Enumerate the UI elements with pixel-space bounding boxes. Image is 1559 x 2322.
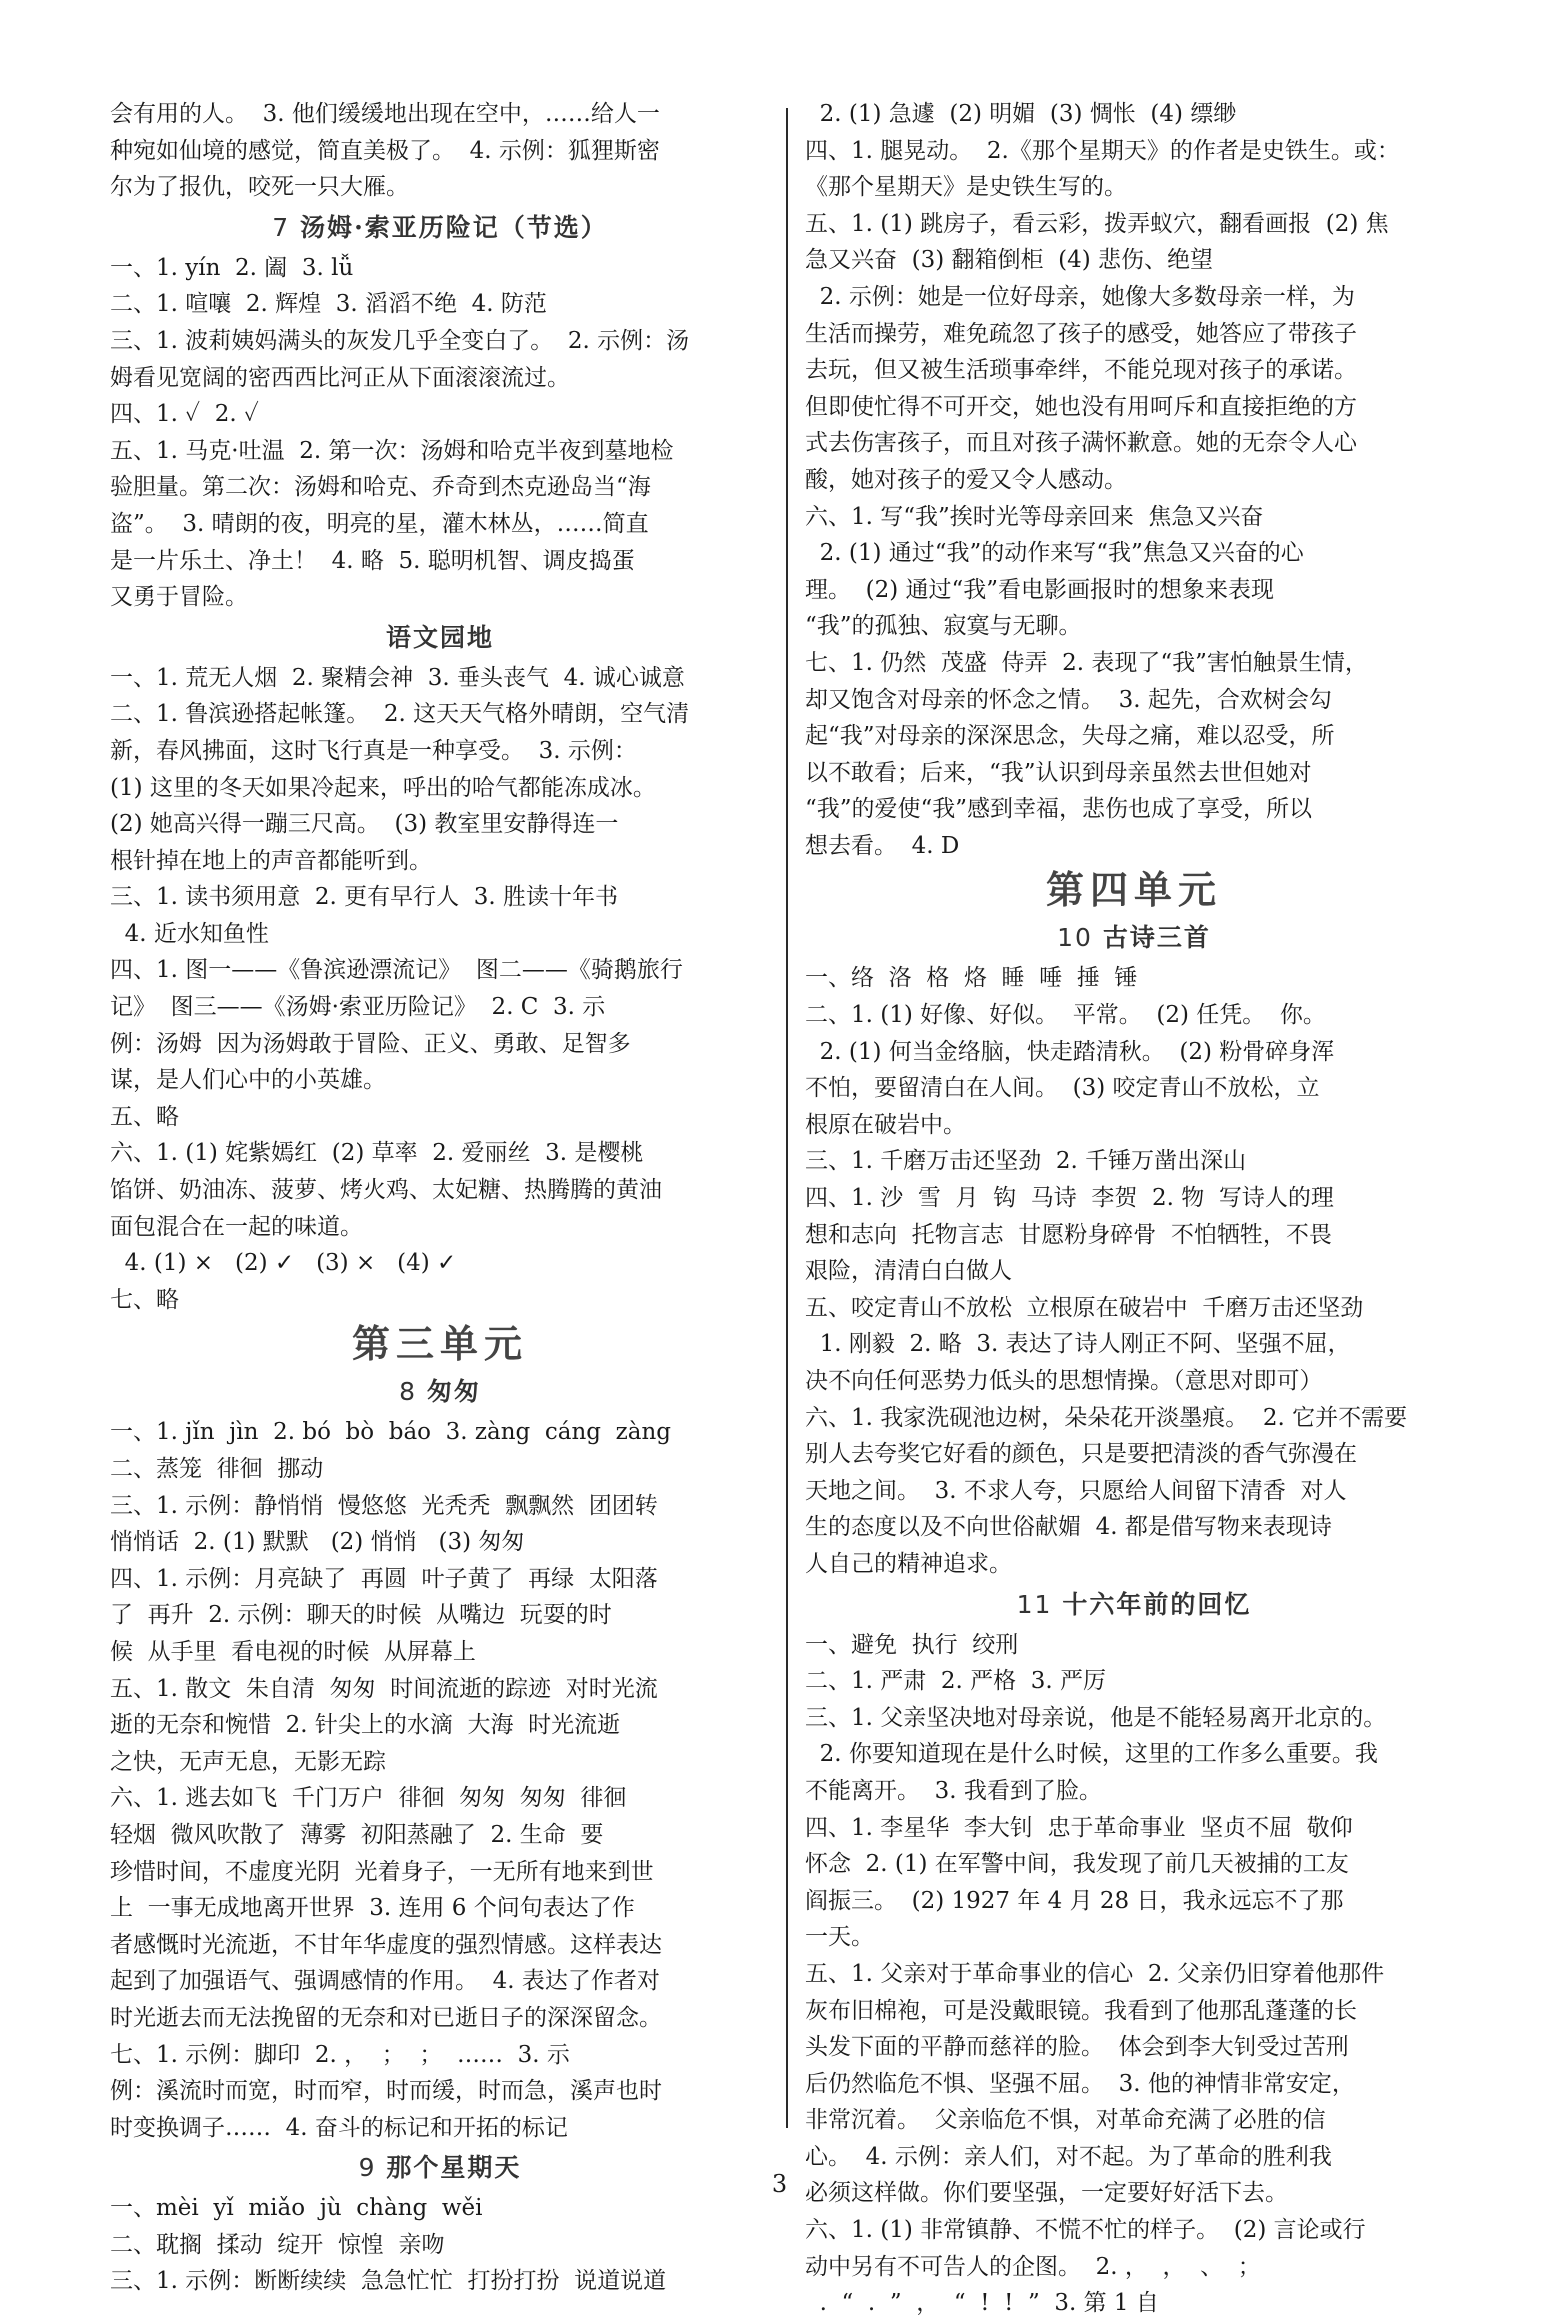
answer-line: 五、1. 父亲对于革命事业的信心 2. 父亲仍旧穿着他那件 xyxy=(805,1960,1385,1987)
answer-line: 动中另有不可告人的企图。 2. ， ， 、 ； xyxy=(805,2253,1261,2280)
answer-line: 想去看。 4. D xyxy=(805,832,960,859)
answer-line: 二、1. (1) 好像、好似。 平常。 (2) 任凭。 你。 xyxy=(805,1002,1326,1029)
answer-line: 根原在破岩中。 xyxy=(805,1111,966,1138)
answer-line: 上 一事无成地离开世界 3. 连用 6 个问句表达了作 xyxy=(110,1895,635,1922)
answer-line: 面包混合在一起的味道。 xyxy=(110,1213,363,1240)
answer-line: 盗”。 3. 晴朗的夜，明亮的星，灌木林丛，……简直 xyxy=(110,510,649,537)
section-number: 8 xyxy=(399,1377,427,1407)
section-heading xyxy=(110,206,770,250)
section-number: 11 xyxy=(1016,1589,1063,1619)
answer-line: 五、1. 马克·吐温 2. 第一次：汤姆和哈克半夜到墓地检 xyxy=(110,437,674,464)
answer-line: 七、略 xyxy=(110,1286,179,1313)
answer-line: 悄悄话 2. (1) 默默 (2) 悄悄 (3) 匆匆 xyxy=(110,1529,525,1556)
section-title: 十六年前的回忆 xyxy=(1062,1589,1252,1619)
answer-line: 4. 近水知鱼性 xyxy=(110,920,269,947)
answer-line: 艰险，清清白白做人 xyxy=(805,1258,1012,1285)
answer-line: 三、1. 波莉姨妈满头的灰发几乎全变白了。 2. 示例：汤 xyxy=(110,327,690,354)
answer-line: 新，春风拂面，这时飞行真是一种享受。 3. 示例： xyxy=(110,737,637,764)
answer-line: 四、1. 沙 雪 月 钩 马诗 李贺 2. 物 写诗人的理 xyxy=(805,1185,1334,1212)
answer-line: 非常沉着。 父亲临危不惧，对革命充满了必胜的信 xyxy=(805,2107,1326,2134)
answer-line: “我”的爱使“我”感到幸福，悲伤也成了享受，所以 xyxy=(805,796,1313,823)
answer-line: 六、1. (1) 姹紫嫣红 (2) 草率 2. 爱丽丝 3. 是樱桃 xyxy=(110,1140,644,1167)
answer-line: 二、1. 严肃 2. 严格 3. 严厉 xyxy=(805,1668,1107,1695)
section-number: 7 xyxy=(272,212,301,242)
unit-heading: 第四单元 xyxy=(1045,868,1222,913)
answer-line: 以不敢看；后来，“我”认识到母亲虽然去世但她对 xyxy=(805,759,1312,786)
answer-line: 七、1. 示例：脚印 2. ， ； ； …… 3. 示 xyxy=(110,2041,570,2068)
answer-line: 去玩，但又被生活琐事牵绊，不能兑现对孩子的承诺。 xyxy=(805,357,1357,384)
answer-line: . “ . ” ， “ ! ! ” 3. 第 1 自 xyxy=(805,2290,1159,2317)
section-heading xyxy=(805,1583,1463,1627)
answer-line: 二、1. 喧嚷 2. 辉煌 3. 滔滔不绝 4. 防范 xyxy=(110,291,547,318)
answer-line: 不能离开。 3. 我看到了脸。 xyxy=(805,1777,1102,1804)
unit-heading: 第三单元 xyxy=(351,1322,528,1367)
answer-line: 五、略 xyxy=(110,1103,179,1130)
answer-line: 头发下面的平静而慈祥的脸。 体会到李大钊受过苦刑 xyxy=(805,2034,1349,2061)
answer-line: 4. (1) × (2) ✓ (3) × (4) ✓ xyxy=(110,1250,457,1277)
section-heading xyxy=(805,916,1463,960)
answer-line: 不怕，要留清白在人间。 (3) 咬定青山不放松，立 xyxy=(805,1075,1320,1102)
answer-line: 是一片乐土、净土！ 4. 略 5. 聪明机智、调皮捣蛋 xyxy=(110,547,635,574)
answer-line: 七、1. 仍然 茂盛 侍弄 2. 表现了“我”害怕触景生情， xyxy=(805,649,1368,676)
answer-line: 四、1. 图一——《鲁滨逊漂流记》 图二——《骑鹅旅行 xyxy=(110,957,683,984)
answer-line: 会有用的人。 3. 他们缓缓地出现在空中，……给人一 xyxy=(110,101,660,127)
answer-line: 三、1. 示例：静悄悄 慢悠悠 光秃秃 飘飘然 团团转 xyxy=(110,1492,658,1519)
answer-line: 五、1. (1) 跳房子，看云彩，拨弄蚁穴，翻看画报 (2) 焦 xyxy=(805,210,1389,237)
answer-line: 珍惜时间，不虚度光阴 光着身子，一无所有地来到世 xyxy=(110,1858,654,1885)
answer-line: 生的态度以及不向世俗献媚 4. 都是借写物来表现诗 xyxy=(805,1514,1332,1541)
answer-line: 一、1. jǐn jìn 2. bó bò báo 3. zàng cáng zàng xyxy=(110,1419,672,1446)
answer-line: 急又兴奋 (3) 翻箱倒柜 (4) 悲伤、绝望 xyxy=(805,247,1214,274)
answer-line: 却又饱含对母亲的怀念之情。 3. 起先，合欢树会勾 xyxy=(805,686,1332,713)
answer-line: 二、蒸笼 徘徊 挪动 xyxy=(110,1456,324,1482)
answer-line: 后仍然临危不惧、坚强不屈。 3. 他的神情非常安定， xyxy=(805,2070,1355,2097)
answer-line: 二、1. 鲁滨逊搭起帐篷。 2. 这天天气格外晴朗，空气清 xyxy=(110,701,690,728)
answer-line: 一、络 洛 格 烙 睡 唾 捶 锤 xyxy=(805,965,1138,992)
section-title: 匆匆 xyxy=(426,1377,481,1407)
answer-line: 一、1. yín 2. 阖 3. lǚ xyxy=(110,254,354,281)
answer-line: 2. (1) 何当金络脑，快走踏清秋。 (2) 粉骨碎身浑 xyxy=(805,1038,1335,1065)
answer-line: 三、1. 千磨万击还坚劲 2. 千锤万凿出深山 xyxy=(805,1148,1247,1175)
answer-line: 六、1. 写“我”挨时光等母亲回来 焦急又兴奋 xyxy=(805,503,1264,530)
answer-line: 者感慨时光流逝，不甘年华虚度的强烈情感。这样表达 xyxy=(110,1931,662,1958)
answer-line: 姆看见宽阔的密西西比河正从下面滚滚流过。 xyxy=(110,364,570,391)
answer-line: “我”的孤独、寂寞与无聊。 xyxy=(805,613,1082,640)
answer-line: 之快，无声无息，无影无踪 xyxy=(110,1748,386,1775)
answer-line: 根针掉在地上的声音都能听到。 xyxy=(110,847,432,874)
answer-line: 人自己的精神追求。 xyxy=(805,1550,1012,1577)
section-heading xyxy=(110,1370,770,1414)
answer-line: 起“我”对母亲的深深思念，失母之痛，难以忍受，所 xyxy=(805,723,1335,750)
answer-line: 三、1. 读书须用意 2. 更有早行人 3. 胜读十年书 xyxy=(110,884,619,911)
answer-line: 例：溪流时而宽，时而窄，时而缓，时而急，溪声也时 xyxy=(110,2078,662,2105)
answer-line: 别人去夸奖它好看的颜色，只是要把清淡的香气弥漫在 xyxy=(805,1441,1357,1468)
section-number: 9 xyxy=(358,2153,387,2183)
answer-line: 四、1. ✓ 2. ✓ xyxy=(110,401,259,428)
answer-line: 六、1. 逃去如飞 千门万户 徘徊 匆匆 匆匆 徘徊 xyxy=(110,1785,627,1812)
answer-line: 但即使忙得不可开交，她也没有用呵斥和直接拒绝的方 xyxy=(805,393,1357,420)
answer-line: 二、耽搁 揉动 绽开 惊惶 亲吻 xyxy=(110,2231,445,2258)
answer-line: 种宛如仙境的感觉，简直美极了。 4. 示例：狐狸斯密 xyxy=(110,137,660,164)
answer-line: 一天。 xyxy=(805,1924,874,1951)
answer-line: 起到了加强语气、强调感情的作用。 4. 表达了作者对 xyxy=(110,1968,660,1995)
answer-line: 2. (1) 通过“我”的动作来写“我”焦急又兴奋的心 xyxy=(805,540,1304,567)
answer-line: 谋，是人们心中的小英雄。 xyxy=(110,1067,386,1094)
answer-line: 例：汤姆 因为汤姆敢于冒险、正义、勇敢、足智多 xyxy=(110,1030,631,1057)
answer-line: 轻烟 微风吹散了 薄雾 初阳蒸融了 2. 生命 要 xyxy=(110,1821,604,1848)
section-title: 古诗三首 xyxy=(1102,923,1211,953)
answer-line: 一、避免 执行 绞刑 xyxy=(805,1631,1019,1658)
answer-line: 时光逝去而无法挽留的无奈和对已逝日子的深深留念。 xyxy=(110,2004,662,2031)
answer-line: 生活而操劳，难免疏忽了孩子的感受，她答应了带孩子 xyxy=(805,320,1357,347)
answer-line: 四、1. 李星华 李大钊 忠于革命事业 坚贞不屈 敬仰 xyxy=(805,1814,1353,1841)
answer-line: 怀念 2. (1) 在军警中间，我发现了前几天被捕的工友 xyxy=(805,1851,1349,1878)
answer-line: 1. 刚毅 2. 略 3. 表达了诗人刚正不阿、坚强不屈， xyxy=(805,1331,1351,1358)
answer-line: 验胆量。第二次：汤姆和哈克、乔奇到杰克逊岛当“海 xyxy=(110,474,651,501)
answer-line: 想和志向 托物言志 甘愿粉身碎骨 不怕牺牲，不畏 xyxy=(805,1221,1332,1248)
answer-line: 四、1. 示例：月亮缺了 再圆 叶子黄了 再绿 太阳落 xyxy=(110,1565,658,1592)
right-column xyxy=(805,96,1463,2322)
answer-line: 2. (1) 急遽 (2) 明媚 (3) 惆怅 (4) 缥缈 xyxy=(805,101,1237,127)
answer-line: 六、1. (1) 非常镇静、不慌不忙的样子。 (2) 言论或行 xyxy=(805,2217,1366,2244)
answer-line: 理。 (2) 通过“我”看电影画报时的想象来表现 xyxy=(805,576,1275,603)
left-column xyxy=(110,96,770,2300)
section-title: 汤姆·索亚历险记（节选） xyxy=(300,212,608,242)
answer-line: 了 再升 2. 示例：聊天的时候 从嘴边 玩耍的时 xyxy=(110,1602,612,1629)
answer-line: 候 从手里 看电视的时候 从屏幕上 xyxy=(110,1638,476,1665)
answer-line: 记》 图三——《汤姆·索亚历险记》 2. C 3. 示 xyxy=(110,994,606,1021)
answer-line: 心。 4. 示例：亲人们，对不起。为了革命的胜利我 xyxy=(805,2143,1332,2170)
answer-line: 天地之间。 3. 不求人夸，只愿给人间留下清香 对人 xyxy=(805,1477,1347,1504)
answer-line: 三、1. 父亲坚决地对母亲说，他是不能轻易离开北京的。 xyxy=(805,1704,1387,1731)
answer-line: 决不向任何恶势力低头的思想情操。（意思对即可） xyxy=(805,1368,1323,1394)
column-divider xyxy=(786,108,788,2128)
answer-line: 酸，她对孩子的爱又令人感动。 xyxy=(805,466,1127,493)
answer-line: 灰布旧棉袍，可是没戴眼镜。我看到了他那乱蓬蓬的长 xyxy=(805,1997,1357,2024)
answer-line: 尔为了报仇，咬死一只大雁。 xyxy=(110,174,409,201)
answer-line: 时变换调子…… 4. 奋斗的标记和开拓的标记 xyxy=(110,2114,568,2141)
answer-line: 三、1. 示例：断断续续 急急忙忙 打扮打扮 说道说道 xyxy=(110,2268,667,2295)
answer-line: 六、1. 我家洗砚池边树，朵朵花开淡墨痕。 2. 它并不需要 xyxy=(805,1404,1408,1431)
answer-line: (2) 她高兴得一蹦三尺高。 (3) 教室里安静得连一 xyxy=(110,811,619,838)
answer-line: 五、1. 散文 朱自清 匆匆 时间流逝的踪迹 对时光流 xyxy=(110,1675,658,1702)
answer-line: 《那个星期天》是史铁生写的。 xyxy=(805,174,1127,201)
section-number: 10 xyxy=(1057,923,1103,953)
answer-line: 2. 示例：她是一位好母亲，她像大多数母亲一样，为 xyxy=(805,283,1355,310)
answer-line: 必须这样做。你们要坚强，一定要好好活下去。 xyxy=(805,2180,1288,2207)
answer-line: 2. 你要知道现在是什么时候，这里的工作多么重要。我 xyxy=(805,1741,1378,1768)
answer-line: 一、mèi yǐ miǎo jù chàng wěi xyxy=(110,2195,483,2222)
section-title: 语文园地 xyxy=(385,622,494,652)
answer-line: 馅饼、奶油冻、菠萝、烤火鸡、太妃糖、热腾腾的黄油 xyxy=(110,1177,662,1204)
section-title: 那个星期天 xyxy=(386,2153,522,2183)
answer-line: 一、1. 荒无人烟 2. 聚精会神 3. 垂头丧气 4. 诚心诚意 xyxy=(110,664,685,691)
answer-line: 逝的无奈和惋惜 2. 针尖上的水滴 大海 时光流逝 xyxy=(110,1712,621,1739)
section-heading xyxy=(110,616,770,660)
answer-line: 五、咬定青山不放松 立根原在破岩中 千磨万击还坚劲 xyxy=(805,1294,1364,1321)
answer-line: 四、1. 腿晃动。 2.《那个星期天》的作者是史铁生。或： xyxy=(805,137,1400,164)
page-number: 3 xyxy=(771,2170,788,2198)
answer-line: 阎振三。 (2) 1927 年 4 月 28 日，我永远忘不了那 xyxy=(805,1887,1344,1914)
answer-line: 又勇于冒险。 xyxy=(110,584,248,611)
answer-line: 式去伤害孩子，而且对孩子满怀歉意。她的无奈令人心 xyxy=(805,430,1357,457)
answer-line: (1) 这里的冬天如果冷起来，呼出的哈气都能冻成冰。 xyxy=(110,774,656,801)
